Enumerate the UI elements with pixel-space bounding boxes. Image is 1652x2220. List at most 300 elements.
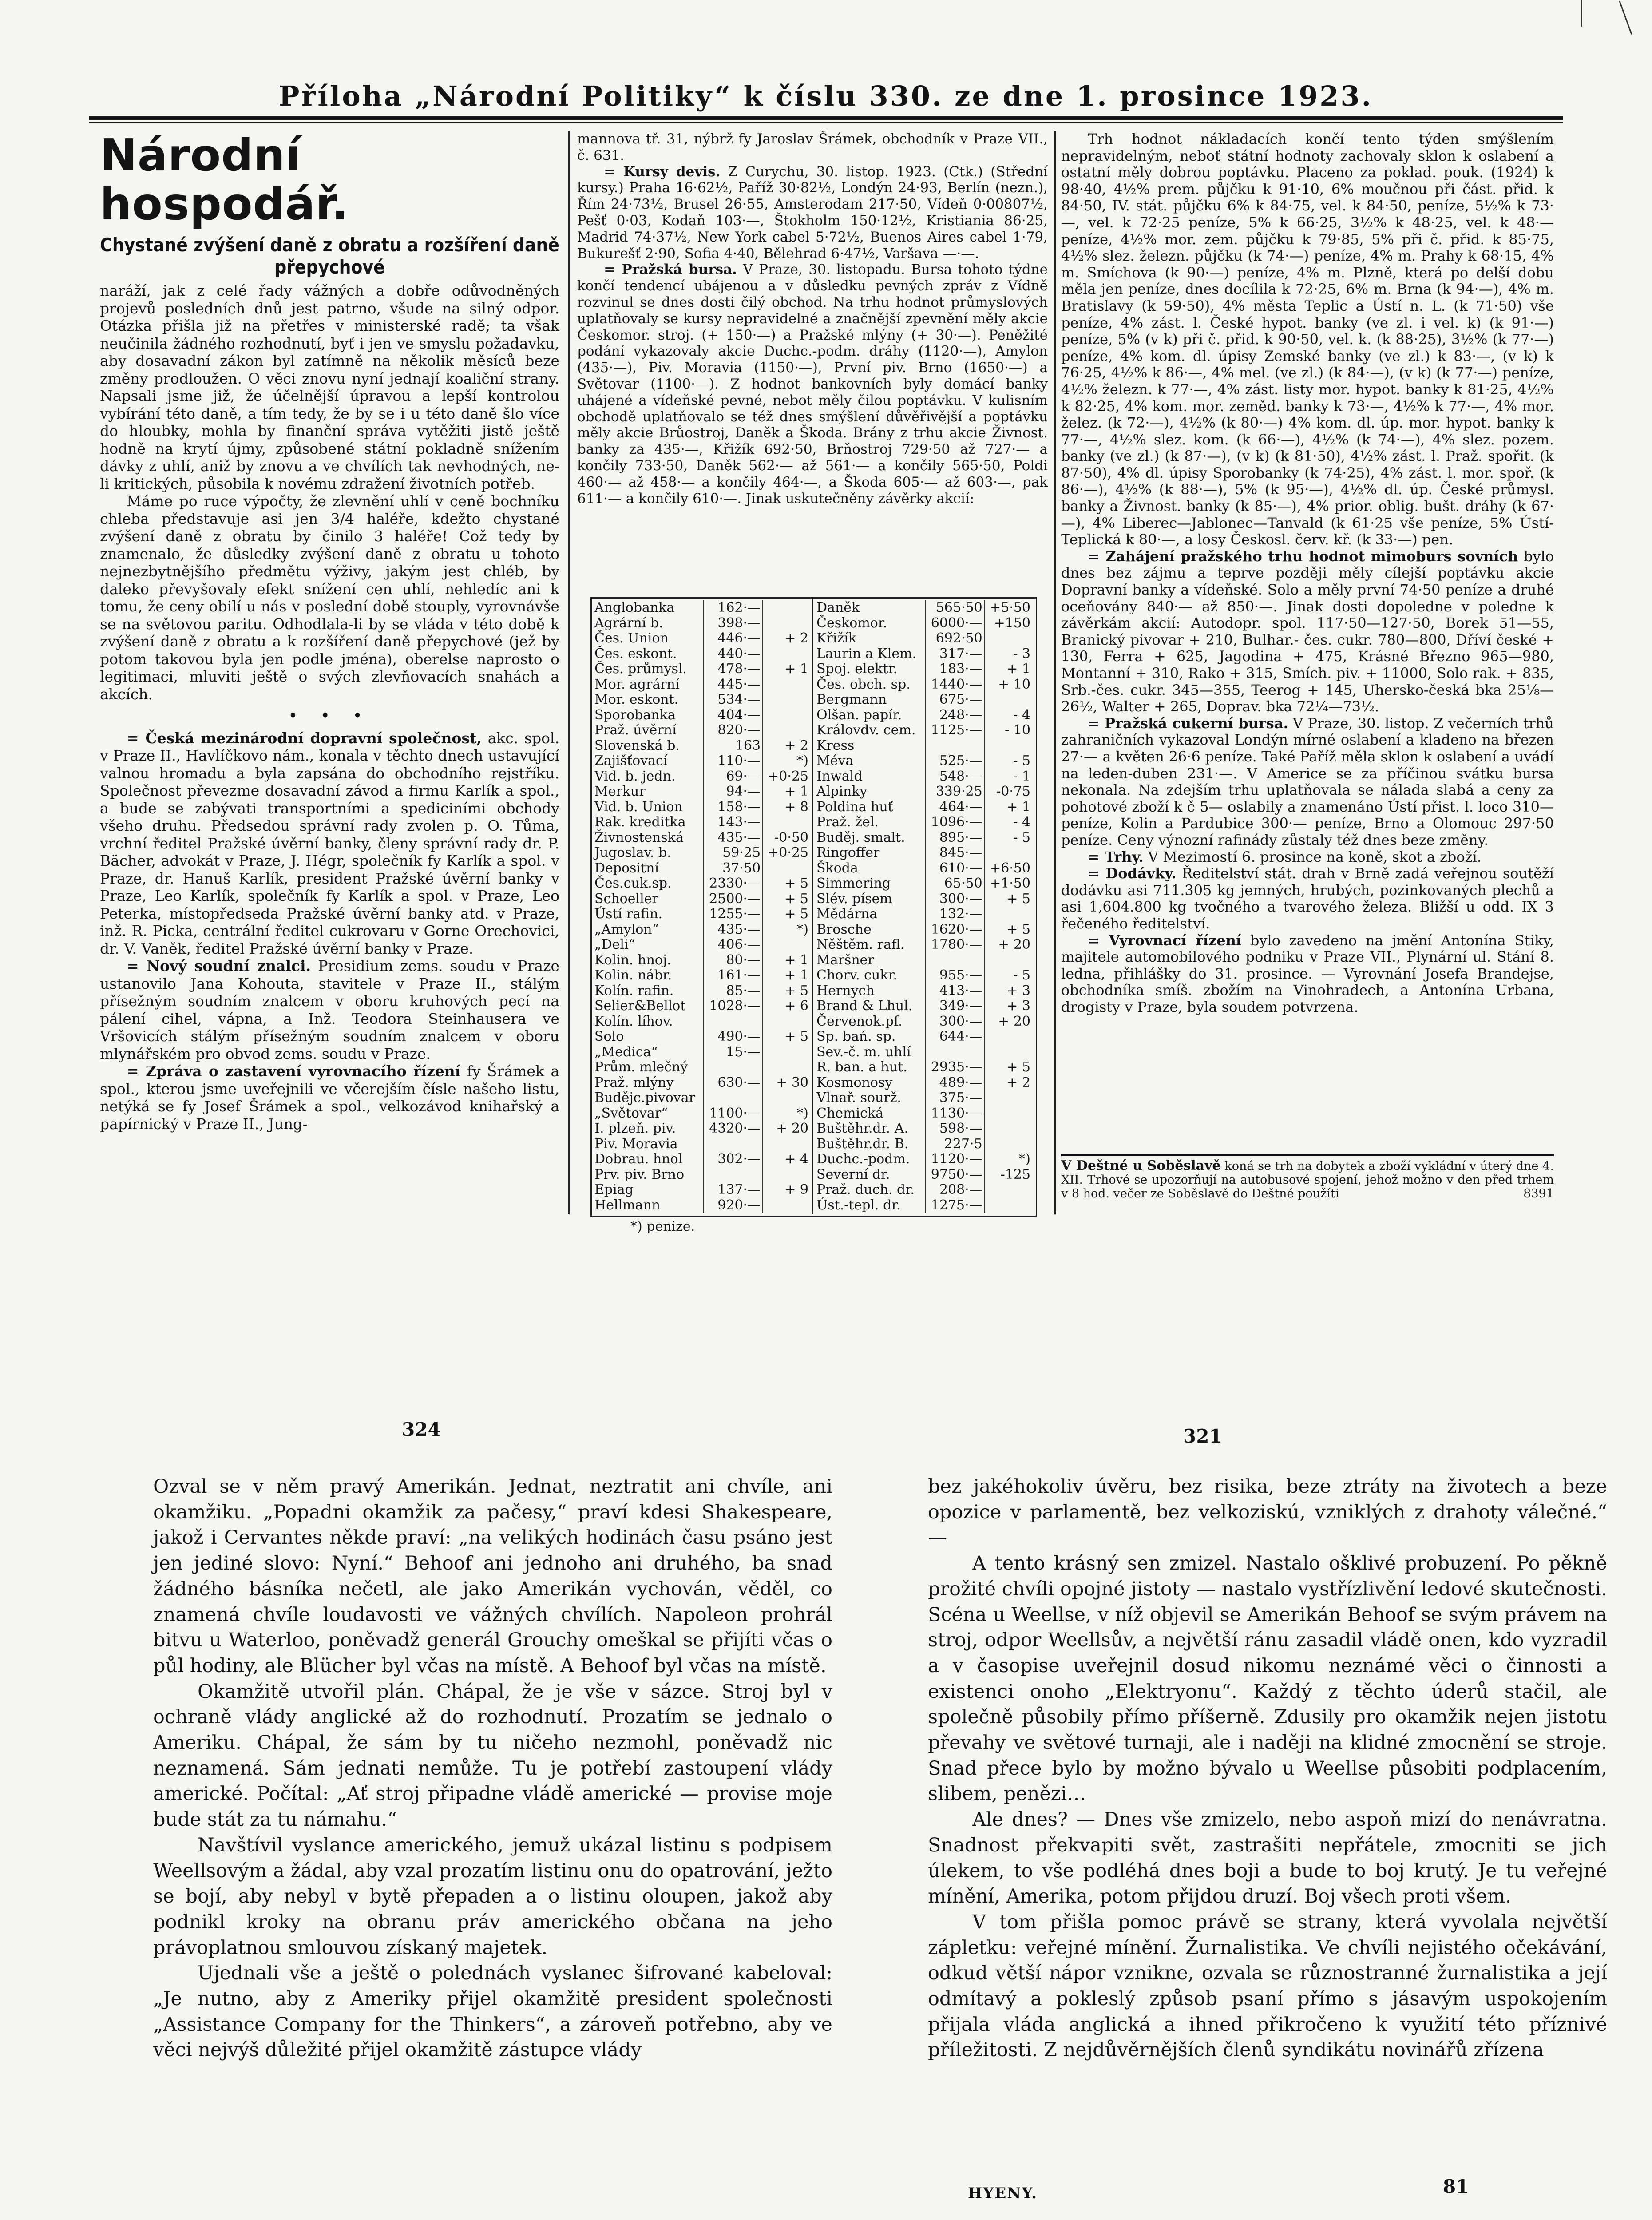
book-paragraph: Navštívil vyslance amerického, jemuž ukázal listinu s podpisem Weellsovým a žádal, aby vzal prozatím listinu onu do opatrování, ježto se bojí, aby nebyl v bytě přepaden a o listinu oloupen, jakož aby podnikl kroky na obranu práv amerického občana na jeho právoplatnou smlouvou získaný majetek. [153, 1834, 832, 1959]
news-item-heading: = Zpráva o zastavení vyrovnacího řízení [127, 1062, 461, 1080]
stock-price [704, 1060, 763, 1075]
stock-name: Červenok.pf. [815, 1014, 925, 1030]
stock-price: 435·— [704, 922, 763, 938]
stock-name: Čes.cuk.sp. [593, 876, 704, 892]
book-paragraph: Ale dnes? — Dnes vše zmizelo, nebo aspoň mizí do nenávratna. Snadnost překvapiti svět, zastrašiti nepřátele, zmocniti se jich úlekem, to vše podléhá dnes boji a bude to boj krutý. Je tu veřejné mínění, Amerika, potom přijdou druzí. Boj všech proti všem. [928, 1808, 1607, 1908]
stock-name: „Světovar“ [593, 1106, 704, 1122]
stock-change: + 6 [784, 998, 808, 1014]
stock-price: 955·— [925, 968, 985, 983]
stock-change: +5·50 [990, 600, 1030, 615]
stock-price: 398·— [704, 616, 763, 631]
stock-name: Hellmann [593, 1198, 704, 1213]
stock-row [593, 738, 810, 754]
book-footer-label: HYENY. [968, 2184, 1038, 2202]
stock-row [815, 738, 1032, 754]
stock-price: 300·— [925, 892, 985, 907]
article-headline: Chystané zvýšení daně z obratu a rozšíření daně přepychové [100, 234, 559, 278]
news-item-heading: = Pražská cukerní bursa. [1088, 714, 1288, 732]
stock-change [985, 953, 1032, 968]
stock-change: + 5 [784, 876, 808, 891]
stock-name: Kolín. rafin. [593, 983, 704, 999]
stock-name: Mor. agrární [593, 677, 704, 693]
stock-price: 490·— [704, 1029, 763, 1045]
stock-price: 445·— [704, 677, 763, 693]
book-paragraph: Ozval se v něm pravý Amerikán. Jednat, neztratit ani chvíle, ani okamžiku. „Popadni okamžik za pačesy,“ praví kdesi Shakespeare, jakož i Cervantes někde praví: „na velikých hodinách času psáno jest jen jediné slovo: Nyní.“ Behoof ani jednoho ani druhého, ba snad žádného básníka nečetl, ale jako Amerikán vychován, věděl, co znamená chvíle loudavosti ve vážných chvílích. Napoleon prohrál bitvu u Waterloo, poněvadž generál Grouchy omeškal se přijíti včas o půl hodiny, ale Blücher byl včas na místě. A Behoof byl včas na místě. [153, 1475, 832, 1677]
stock-price: 302·— [704, 1152, 763, 1167]
stock-name: Kolín. líhov. [593, 1014, 704, 1030]
stock-row [593, 646, 810, 662]
stock-change: + 2 [1006, 1074, 1030, 1090]
stock-row [815, 876, 1032, 892]
stock-change: +150 [994, 615, 1030, 631]
stock-name: Škoda [815, 861, 925, 876]
stock-row [593, 662, 810, 677]
stock-name: Mědárna [815, 907, 925, 922]
stock-row [815, 1167, 1032, 1183]
stock-price [704, 1090, 763, 1106]
stock-name: Poldina huť [815, 800, 925, 815]
article-paragraph: mannova tř. 31, nýbrž fy Jaroslav Šrámek, obchodník v Praze VII., č. 631. [577, 131, 1048, 163]
stock-change: + 5 [784, 906, 808, 922]
stock-change: - 4 [1013, 814, 1030, 830]
stock-row [593, 708, 810, 723]
stock-price: 692·50 [925, 631, 985, 646]
stock-change: *) [796, 921, 808, 937]
stock-row [593, 937, 810, 953]
stock-name: Čes. průmysl. [593, 662, 704, 677]
scan-corner-mark [1619, 1, 1632, 35]
stock-price: 317·— [925, 646, 985, 662]
stock-name: Kolin. hnoj. [593, 953, 704, 968]
stock-row [815, 830, 1032, 846]
stock-price: 1120·— [925, 1152, 985, 1167]
column-divider [1054, 131, 1056, 1214]
article-paragraph: naráží, jak z celé řady vážných a dobře odůvodněných projevů posledních dnů jest patrno, všude na silný odpor. Otázka přišla již na přetřes v ministerské radě; ta však neučinila žádného rozhodnutí, byť i jen ve smyslu požadavku, aby dosavadní zákon byl zatímně na několik měsíců beze změny prodloužen. O věci znovu nyní jednají koaliční strany. Napsali jsme již, že účelnější úpravou a lepší kontrolou vybírání této daně, a tím tedy, že by se i u této daně šlo více do hloubky, mohla by finanční správa vytěžiti jistě ještě hodně na krytí újmy, způsobené státní pokladně snížením dávky z uhlí, aniž by znovu a ve chvílích tak nevhodných, ne-li kritických, působila k novému zdražení životních potřeb. [100, 282, 559, 492]
ad-body: koná se trh na dobytek a zboží vykládní v úterý dne 4. XII. Trhové se upozorňují na autobusové spojení, jehož možno v den před trhem v 8 hod. večer ze Soběslavě do Deštné použíti [1061, 1159, 1554, 1201]
stock-row [815, 892, 1032, 907]
stock-name: Buštěhr.dr. B. [815, 1137, 925, 1152]
stock-name: Praž. mlýny [593, 1075, 704, 1091]
stock-price: 162·— [704, 600, 763, 616]
stock-change [985, 631, 1032, 646]
stock-change: - 1 [1013, 768, 1030, 784]
stock-row [593, 1152, 810, 1167]
book-paragraph: A tento krásný sen zmizel. Nastalo ošklivé probuzení. Po pěkně prožité chvíli opojné jistoty — nastalo vystřízlivění ledové skutečnosti. Scéna u Weellse, v níž objevil se Amerikán Behoof se svým právem na stroj, odpor Weellsův, a největší ránu zasadil vládě onen, kdo vyzradil a v časopise uveřejnil dosud nikomu neznámé věci o činnosti a existenci onoho „Elektryonu“. Každý z těchto úderů stačil, ale společně působily přímo příšerně. Zdusily pro okamžik nejen jistotu převahy ve světové turnaji, ale i naději na klidné zmocnění se stroje. Snad přece bylo by možno bývalo u Weellse působiti podplacením, slibem, penězi… [928, 1552, 1607, 1805]
stock-name: Epiag [593, 1182, 704, 1198]
stock-change [763, 1090, 810, 1106]
column-divider [568, 131, 570, 1214]
stock-row [593, 800, 810, 815]
stock-change [985, 692, 1032, 708]
stock-row [815, 1106, 1032, 1122]
stock-price: 163 [704, 738, 763, 754]
stock-price: 435·— [704, 830, 763, 846]
news-item-body: fy Šrámek a spol., kterou jsme uveřejnili ve včerejším čísle našeho listu, netýká se fy Josef Šrámek a spol., velkozávod knihařský a papírnický v Praze II., Jung- [100, 1062, 559, 1133]
page-number-left: 324 [402, 1419, 441, 1440]
stock-row [815, 1075, 1032, 1091]
stock-name: Praž. úvěrní [593, 723, 704, 738]
column-3 [1061, 131, 1554, 1139]
news-item-body: Ředitelství stát. drah v Brně zadá veřejnou soutěží dodávku asi 711.305 kg jemných, hrubých, pozinkovaných plechů a asi 1,604.800 kg tvočného a tvarového železa. Bližší u odd. IX 3 řečeného ředitelství. [1061, 865, 1554, 932]
stock-price: 598·— [925, 1121, 985, 1137]
stock-price: 404·— [704, 708, 763, 723]
stock-name: Laurin a Klem. [815, 646, 925, 662]
stock-name: I. plzeň. piv. [593, 1121, 704, 1137]
stock-name: Brosche [815, 922, 925, 938]
stock-row [593, 968, 810, 983]
stock-name: Méva [815, 753, 925, 769]
stock-change [985, 1198, 1032, 1213]
stock-change: + 20 [998, 1013, 1030, 1029]
stock-price: 65·50 [925, 876, 985, 892]
news-item-heading: = Vyrovnací řízení [1088, 932, 1242, 949]
stock-change [763, 861, 810, 876]
news-item-body: Presidium zems. soudu v Praze ustanovilo Jana Kohouta, stavitele v Praze II., stálým přísežným soudním znalcem v oboru kruhových pecí na pálení cihel, vápna, a Inž. Teodora Steinhausera ve Vršovicích stálým přísežným soudním znalcem v oboru mlynářském pro obvod zems. soudu v Praze. [100, 957, 559, 1062]
stock-row [593, 723, 810, 738]
stock-name: Mor. eskont. [593, 692, 704, 708]
stock-change [763, 1014, 810, 1030]
stock-change: - 4 [1013, 707, 1030, 723]
book-paragraph: Okamžitě utvořil plán. Chápal, že je vše v sázce. Stroj byl v ochraně vlády anglické až do rozhodnutí. Prozatím se jednalo o Ameriku. Chápal, že sám by tu ničeho nezmohl, poněvadž nic neznamená. Sám jednati nemůže. Tu je potřebí zastoupení vlády americké. Počítal: „Ať stroj připadne vládě americké — provise moje bude stát za tu námahu.“ [153, 1680, 832, 1831]
stock-name: Daněk [815, 600, 925, 616]
stock-name: Sp. bań. sp. [815, 1029, 925, 1045]
stock-change: + 9 [784, 1182, 808, 1197]
stock-price: 59·25 [704, 845, 763, 861]
stock-change [985, 1182, 1032, 1198]
stock-price: 820·— [704, 723, 763, 738]
column-1 [100, 131, 559, 1419]
stock-name: Bergmann [815, 692, 925, 708]
stock-price: 1255·— [704, 907, 763, 922]
stock-price: 610·— [925, 861, 985, 876]
stock-price: 1130·— [925, 1106, 985, 1122]
stock-name: Sporobanka [593, 708, 704, 723]
stock-name: Maršner [815, 953, 925, 968]
stock-row [815, 692, 1032, 708]
news-item-body: bylo zavedeno na jmění Antonína Stiky, majitele automobilového podniku v Praze VII., Plynární ul. Stání 8. ledna, přihlášky do 31. prosince. — Vyrovnání Josefa Brandejse, obchodníka smíš. zbožím na Vinohradech, a Antonína Urbana, drogisty v Praze, byla soudem potvrzena. [1061, 932, 1554, 1015]
stock-row [815, 861, 1032, 876]
article-paragraph: Trh hodnot nákladacích končí tento týden smýšlením nepravidelným, neboť státní hodnoty zachovaly sklon k oslabení a ostatní měly dobrou poptávku. Placeno za poklad. pouk. (1924) k 98·40, 4½% prem. půjčku k 91·10, 6% moučnou při část. přid. k 84·50, IV. stát. půjčku 6% k 84·75, vel. k 84·50, peníze, 5½% k 73·—, vel. k 72·25 peníze, 5% k 66·25, 3½% k 48·25, vel. k 48·— peníze, 4½% mor. zem. půjčku k 79·85, 5% při č. přid. k 85·75, 4½% slez. železn. půjčku (k 74·—) peníze, 4% m. Prahy k 68·15, 4% m. Smíchova (k 90·—) peníze, 4% m. Plzně, která po delší dobu měla jen peníze, dnes docílila k 72·25, 6% m. Brna (k 94·—), 4% m. Bratislavy (k 59·50), 4% města Teplic a Ústí n. L. (k 71·50) vše peníze, 4% zást. l. České hypot. banky (ve zl. i vel. k) (k 91·—) peníze, 5% (v k) při č. přid. k 90·50, vel. k. (k 88·25), 3½% (k 77·—) peníze, 4% kom. dl. úpisy Zemské banky (ve zl.) k 83·—, (v k) k 76·25, 4½% k 86·—, 4% mel. (ve zl.) (k 84·—), (v k) (k 77·—) peníze, 4½% železn. k 77·—, 4% zást. listy mor. hypot. banky k 81·25, 4½% k 82·25, 4% kom. mor. zeměd. banky k 73·—, 4½% k 77·—, 4% mor. želez. (k 72·—), 4½% (k 80·—) 4% kom. dl. úp. mor. hypot. banky k 77·—, 4½% slez. kom. (k 66·—), 4½% (k 74·—), 4% slez. pozem. banky (ve zl.) (k 87·—), (v k) (k 81·50), 4½% zást. l. Praž. spořit. (k 87·50), 4% dl. úpisy Sporobanky (k 74·25), 4% zást. l. mor. spoř. (k 86·—), 4½% (k 88·—), 5% (k 95·—), 4½% dl. úp. České průmysl. banky a Živnost. banky (k 85·—), 4% prior. oblig. bušt. dráhy (k 67·—), 4% Liberec—Jablonec—Tanvald (k 61·25 vše peníze, 5% Ústí-Teplická k 80·—, a losy Českosl. červ. kř. (k 33·—) pen. [1061, 131, 1554, 548]
stock-name: Agrární b. [593, 616, 704, 631]
stock-price: 132·— [925, 907, 985, 922]
stock-change [763, 937, 810, 953]
stock-price: 446·— [704, 631, 763, 646]
stock-price [925, 953, 985, 968]
stock-price: 161·— [704, 968, 763, 983]
stock-change [985, 1090, 1032, 1106]
stock-change: + 5 [1006, 891, 1030, 907]
stock-price: 920·— [704, 1198, 763, 1213]
stock-row [815, 1182, 1032, 1198]
stock-change [763, 1045, 810, 1060]
stock-change [985, 1106, 1032, 1122]
stock-row [593, 1106, 810, 1122]
stock-change [763, 1167, 810, 1183]
stock-price: 478·— [704, 662, 763, 677]
stock-row [815, 907, 1032, 922]
stock-name: Křižík [815, 631, 925, 646]
stock-row [815, 800, 1032, 815]
news-item-heading: = Česká mezinárodní dopravní společnost, [127, 729, 482, 747]
stock-change: + 3 [1006, 983, 1030, 999]
stock-price: 248·— [925, 708, 985, 723]
stock-row [593, 616, 810, 631]
stock-name: Anglobanka [593, 600, 704, 616]
book-page-left [153, 1474, 832, 2220]
stock-row [593, 1182, 810, 1198]
stock-row [593, 784, 810, 800]
stock-row [815, 631, 1032, 646]
stock-row [815, 616, 1032, 631]
stock-name: Brand & Lhul. [815, 999, 925, 1014]
news-item-heading: = Pražská bursa. [604, 262, 737, 278]
stock-price: 208·— [925, 1182, 985, 1198]
stock-row [815, 845, 1032, 861]
section-separator: • • • [288, 707, 371, 725]
stock-name: Solo [593, 1029, 704, 1045]
book-paragraph: Ujednali vše a ještě o polednách vyslanec šifrované kabeloval: „Je nutno, aby z Ameriky přijel okamžitě president společnosti „Assistance Company for the Thinkers“, a zároveň potřebno, aby ve věci nejvýš důležité přijel okamžitě zástupce vlády [153, 1962, 832, 2061]
stock-name: Českomor. [815, 616, 925, 631]
stock-change: - 5 [1013, 753, 1030, 769]
stock-row [593, 1060, 810, 1075]
stock-name: Úst.-tepl. dr. [815, 1198, 925, 1213]
stock-row [593, 907, 810, 922]
stock-change [985, 738, 1032, 754]
stock-row [593, 815, 810, 830]
stock-change: + 1 [784, 661, 808, 677]
stock-name: Budějc.pivovar [593, 1090, 704, 1106]
stock-change: +6·50 [990, 860, 1030, 876]
stock-change: -0·75 [996, 784, 1030, 799]
stock-change [763, 677, 810, 693]
stock-price: 158·— [704, 800, 763, 815]
stock-name: Buštěhr.dr. A. [815, 1121, 925, 1137]
newspaper-header: Příloha „Národní Politiky“ k číslu 330. ze dne 1. prosince 1923. [278, 80, 1373, 112]
stock-row [593, 876, 810, 892]
stock-change: - 3 [1013, 646, 1030, 662]
stock-row [593, 692, 810, 708]
news-item-body: V Praze, 30. listopadu. Bursa tohoto týdne končí tendencí ubájenou a v důsledku pevných zpráv z Vídně rozvinul se dnes dosti čilý obchod. Na trhu hodnot průmyslových uplatňovaly se kursy nepravidelné a značnější zpevnění měly akcie Českomor. stroj. (+ 150·—) a Pražské mlýny (+ 30·—). Peněžité podání vykazovaly akcie Duchc.-podm. dráhy (1120·—), Amylon (435·—), Piv. Moravia (1150·—), První piv. Brno (1650·—) a Světovar (1100·—). Z hodnot bankovních byly domácí banky uhájené a vídeňské pevné, nebot měly čilou poptávku. V kulisním obchodě uplatňovalo se též dnes smýšlení důvěřivější a poptávku měly akcie Brůostroj, Daněk a Škoda. Brány z trhu akcie Živnost. banky za 435·—, Křižík 692·50, Brňostroj 729·50 až 727·— a končily 733·50, Daněk 562·— až 561·— a končily 565·50, Poldi 460·— až 458·— a končily 464·—, a Škoda 605·— až 603·—, pak 611·— a končily 610·—. Jinak uskutečněny závěrky akcií: [577, 262, 1048, 507]
stock-row [593, 861, 810, 876]
stock-price: 2935·— [925, 1060, 985, 1075]
stock-name: Čes. Union [593, 631, 704, 646]
stock-name: „Deli“ [593, 937, 704, 953]
stock-price: 37·50 [704, 861, 763, 876]
ad-code: 8391 [1523, 1187, 1554, 1201]
stock-change: + 5 [1006, 1059, 1030, 1075]
stock-row [815, 1045, 1032, 1060]
ad-rule [1061, 1154, 1554, 1156]
stock-change [763, 646, 810, 662]
stock-name: Slovenská b. [593, 738, 704, 754]
stock-change: + 2 [784, 630, 808, 646]
stock-row [815, 937, 1032, 953]
stock-change: + 20 [998, 937, 1030, 952]
stock-change: - 5 [1013, 967, 1030, 983]
stock-row [815, 708, 1032, 723]
stock-price: 4320·— [704, 1121, 763, 1137]
stock-name: Merkur [593, 784, 704, 800]
stock-row [593, 677, 810, 693]
stock-price: 675·— [925, 692, 985, 708]
stock-name: Simmering [815, 876, 925, 892]
stock-change: + 1 [784, 952, 808, 968]
stock-price: 137·— [704, 1182, 763, 1198]
stock-change: + 4 [784, 1151, 808, 1167]
table-footnote: *) penize. [630, 1219, 695, 1234]
stock-change [985, 845, 1032, 861]
stock-row [593, 845, 810, 861]
stock-change [985, 907, 1032, 922]
stock-change: + 1 [784, 967, 808, 983]
stock-price: 1100·— [704, 1106, 763, 1122]
stock-price: 69·— [704, 769, 763, 785]
stock-row [593, 983, 810, 999]
stock-row [593, 1167, 810, 1183]
stock-row [815, 1060, 1032, 1075]
stock-name: „Medica“ [593, 1045, 704, 1060]
stock-change [763, 616, 810, 631]
stock-row [815, 1198, 1032, 1213]
stock-price: 1125·— [925, 723, 985, 738]
stock-price: 143·— [704, 815, 763, 830]
column-2 [577, 131, 1048, 593]
stock-price: 489·— [925, 1075, 985, 1091]
stock-change: + 20 [776, 1121, 808, 1136]
stock-name: Vid. b. jedn. [593, 769, 704, 785]
stock-row [593, 1137, 810, 1152]
stock-change [985, 1045, 1032, 1060]
header-rule-thin [89, 122, 1563, 123]
stock-price: 2500·— [704, 892, 763, 907]
stock-name: Královdv. cem. [815, 723, 925, 738]
section-title: Národní hospodář. [100, 131, 349, 230]
stock-row [593, 753, 810, 769]
stock-change [763, 815, 810, 830]
stock-table-left [593, 600, 810, 1213]
header-rule [89, 116, 1563, 120]
stock-name: „Amylon“ [593, 922, 704, 938]
stock-change [985, 1137, 1032, 1152]
stock-row [593, 1045, 810, 1060]
ad-heading: V Deštné u Soběslavě [1061, 1158, 1221, 1173]
stock-price: 406·— [704, 937, 763, 953]
stock-price: 300·— [925, 1014, 985, 1030]
stock-price [704, 1137, 763, 1152]
stock-price: 1440·— [925, 677, 985, 693]
stock-change: *) [1018, 1151, 1030, 1167]
stock-change: + 3 [1006, 998, 1030, 1014]
stock-price: 630·— [704, 1075, 763, 1091]
stock-change: -0·50 [774, 829, 808, 845]
stock-row [815, 769, 1032, 785]
stock-name: Praž. duch. dr. [815, 1182, 925, 1198]
book-page-right [928, 1474, 1607, 2176]
news-item-body: Z Curychu, 30. listop. 1923. (Ctk.) (Střední kursy.) Praha 16·62½, Paříž 30·82½, Londýn 24·93, Berlín (nezn.), Řím 24·73½, Brusel 26·55, Amsterodam 217·50, Vídeň 0·00807½, Pešť 0·03, Kodaň 103·—, Štokholm 150·12½, Kristiania 86·25, Madrid 74·37½, New York cabel 5·72½, Buenos Aires cabel 1·79, Bukurešť 2·90, Sofia 4·40, Bělehrad 6·47½, Varšava —·—. [577, 163, 1048, 262]
stock-price: 525·— [925, 753, 985, 769]
stock-name: Duchc.-podm. [815, 1152, 925, 1167]
stock-change: + 30 [776, 1074, 808, 1090]
stock-change: +1·50 [990, 876, 1030, 891]
stock-change [763, 1137, 810, 1152]
stock-row [815, 968, 1032, 983]
stock-row [593, 1090, 810, 1106]
stock-name: Kress [815, 738, 925, 754]
stock-name: Dobrau. hnol [593, 1152, 704, 1167]
stock-change: + 5 [784, 1029, 808, 1044]
stock-name: Čes. obch. sp. [815, 677, 925, 693]
stock-row [593, 1029, 810, 1045]
stock-change: -125 [1000, 1166, 1030, 1182]
stock-row [815, 753, 1032, 769]
stock-price: 548·— [925, 769, 985, 785]
stock-row [815, 1014, 1032, 1030]
stock-row [593, 631, 810, 646]
stock-row [815, 922, 1032, 938]
stock-change: + 1 [1006, 661, 1030, 677]
article-paragraph: Máme po ruce výpočty, že zlevnění uhlí v ceně bochníku chleba představuje asi jen 3/4 haléře, kdežto chystané zvýšení daně z obratu by činilo 3 haléře! Což tedy by znamenalo, že důsledky zvýšení daně z obratu u tohoto nejnezbytnějšího předmětu výživy, jakým jest chléb, by daleko převyšovaly efekt snížení cen uhlí, nehledíc ani k tomu, že ceny obilí u nás v poslední době stouply, vyrovnávše se na světovou paritu. Odhodlala-li by se vláda v této době k zvýšení daně z obratu a k rozšíření daně přepychové (jež by potom takovou byla jen podle jména), oberelse naprosto o legitimaci, mluviti ještě o svých zlevňovacích snahách a akcích. [100, 492, 559, 703]
stock-row [593, 1198, 810, 1213]
news-item-body: V Praze, 30. listop. Z večerních trhů zahraničních vykazoval Londýn mírné oslabení a kladeno na březen 27·— a květen 26·6 peníze. Také Paříž měla sklon k oslabení a uvádí na leden-duben 231·—. V Americe se za příčinou svátku bursa nekonala. Na zdejším trhu uplatňovala se nálada slabá a ceny za pohotové zboží k č 5— oslabily a znamenáno Ústí přist. l. loco 310—peníze, Kolin a Pardubice 300·— peníze, Brno a Olomouc 297·50 peníze. Ceny výnozní rafinády zůstaly též dnes beze změny. [1061, 714, 1554, 848]
stock-row [815, 815, 1032, 830]
stock-price: 2330·— [704, 876, 763, 892]
stock-name: Kolin. nábr. [593, 968, 704, 983]
stock-row [815, 1029, 1032, 1045]
news-item-heading: = Nový soudní znalci. [127, 957, 311, 975]
stock-price: 349·— [925, 999, 985, 1014]
stock-price: 6000·— [925, 616, 985, 631]
stock-name: Ringoffer [815, 845, 925, 861]
stock-price: 110·— [704, 753, 763, 769]
news-item-body: V Mezimostí 6. prosince na koně, skot a zboží. [1148, 848, 1482, 865]
book-paragraph: bez jakéhokoliv úvěru, bez risika, beze ztráty na životech a beze opozice v parlamentě, bez velkoziskú, vzniklých z drahoty válečné.“ — [928, 1475, 1607, 1549]
stock-row [593, 769, 810, 785]
stock-name: Olšan. papír. [815, 708, 925, 723]
stock-change: + 5 [784, 891, 808, 907]
stock-change: *) [796, 753, 808, 769]
stock-row [815, 1152, 1032, 1167]
stock-name: Živnostenská [593, 830, 704, 846]
news-item-body: bylo dnes bez zájmu a teprve později měly cílejší poptávku akcie Dopravní banky a vídeňské. Solo a měly první 74·50 peníze a druhé oceňovány 840·— až 850·—. Jinak dosti dopoledne v poledne k závěrkám akcií: Autodopr. spol. 117·50—127·50, Borek 51—55, Branický pivovar + 210, Bulhar.- čes. cukr. 780—800, Dříví české + 130, Ferra + 625, Jagodina + 475, Krásné Březno 965—980, Montanní + 310, Rako + 315, Smích. piv. + 11000, Solo rak. + 835, Srb.-čes. cukr. 345—355, Teerog + 145, Uhersko-česká bka 25⅛—26½, Walter + 265, Doprav. bka 72¼—73½. [1061, 547, 1554, 715]
stock-name: Praž. žel. [815, 815, 925, 830]
stock-change [763, 692, 810, 708]
classified-ad [1061, 1159, 1554, 1212]
stock-change [763, 1060, 810, 1075]
stock-price: 895·— [925, 830, 985, 846]
stock-name: Rak. kreditka [593, 815, 704, 830]
news-item-heading: = Kursy devis. [604, 163, 721, 180]
stock-name: Kosmonosy [815, 1075, 925, 1091]
stock-name: Spoj. elektr. [815, 662, 925, 677]
stock-change: *) [796, 1105, 808, 1121]
stock-name: Chemická [815, 1106, 925, 1122]
stock-name: R. ban. a hut. [815, 1060, 925, 1075]
stock-price [925, 1045, 985, 1060]
stock-name: Něštěm. rafl. [815, 937, 925, 953]
stock-change: + 8 [784, 799, 808, 815]
stock-name: Vid. b. Union [593, 800, 704, 815]
stock-row [593, 830, 810, 846]
news-item-heading: = Trhy. [1088, 848, 1144, 865]
stock-name: Piv. Moravia [593, 1137, 704, 1152]
stock-change: + 1 [784, 784, 808, 799]
stock-row [593, 600, 810, 616]
stock-price: 85·— [704, 983, 763, 999]
stock-name: Prv. piv. Brno [593, 1167, 704, 1183]
stock-price: 9750·— [925, 1167, 985, 1183]
stock-row [815, 677, 1032, 693]
stock-name: Zajišťovací [593, 753, 704, 769]
